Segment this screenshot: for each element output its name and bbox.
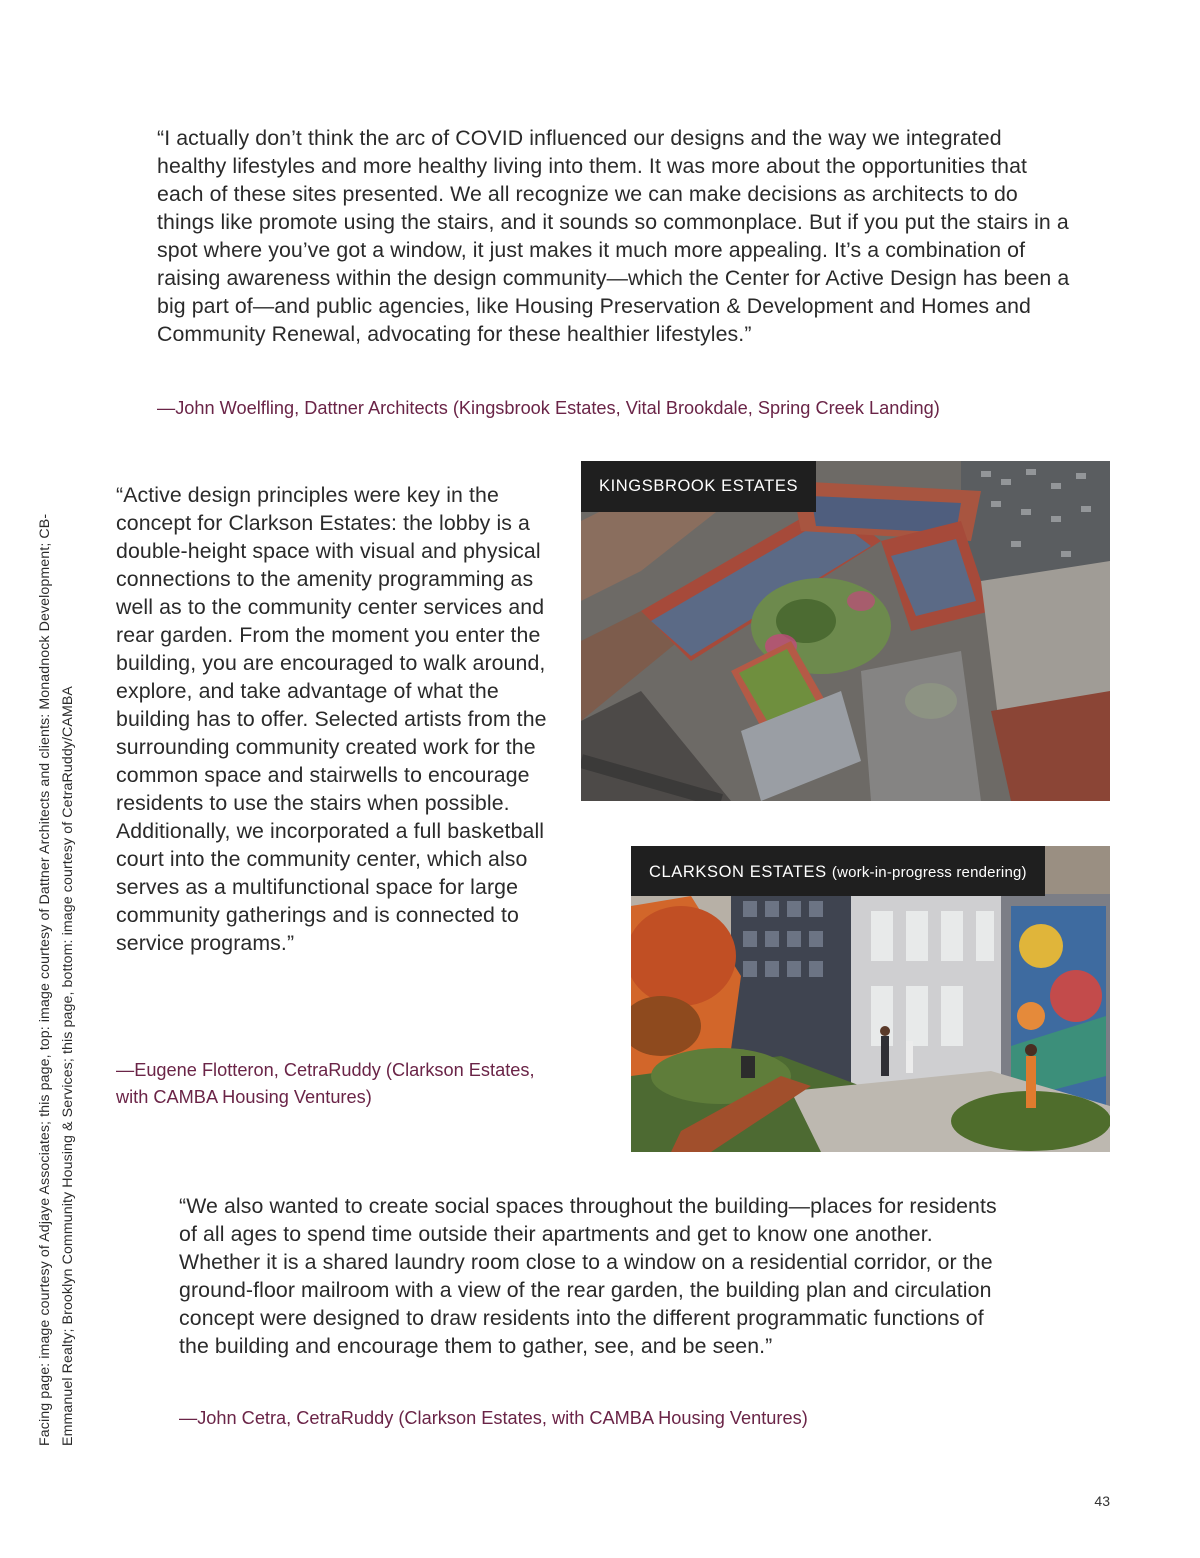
clarkson-caption: [631, 846, 1045, 896]
clarkson-caption-title: CLARKSON ESTATES: [649, 863, 827, 881]
clarkson-estates-photo: [631, 846, 1110, 1152]
aerial-rendering-image: [581, 461, 1110, 801]
kingsbrook-caption: KINGSBROOK ESTATES: [581, 461, 816, 512]
quote-woelfling: “I actually don’t think the arc of COVID influenced our designs and the way we integrated healthy lifestyles and more healthy living into them. It was more about the opportunities that each of these sites presented. We all recognize we can make decisions as architects to do things like promote using the stairs, and it sounds so commonplace. But if you put the stairs in a spot where you’ve got a window, it just makes it much more appealing. It’s a combination of raising awareness within the design community—which the Center for Active Design has been a big part of—and public agencies, like Housing Preservation & Development and Homes and Community Renewal, advocating for these healthier lifestyles.”: [157, 126, 1070, 346]
quote-flotteron: “Active design principles were key in the concept for Clarkson Estates: the lobby is a double-height space with visual and physical connections to the amenity programming as well as to the community center services and rear garden. From the moment you enter the building, you are encouraged to walk around, explore, and take advantage of what the building has to offer. Selected artists from the surrounding community created work for the common space and stairwells to encourage residents to use the stairs when possible. Additionally, we incorporated a full basketball court into the community center, which also serves as a multifunctional space for large community gatherings and is connected to service programs.”: [116, 483, 547, 955]
page-number: 43: [1094, 1493, 1110, 1509]
kingsbrook-estates-photo: [581, 461, 1110, 801]
clarkson-caption-note: (work-in-progress rendering): [831, 864, 1027, 881]
attribution-flotteron: —Eugene Flotteron, CetraRuddy (Clarkson Estates, with CAMBA Housing Ventures): [116, 1060, 535, 1107]
image-credit: Facing page: image courtesy of Adjaye Associates; this page, top: image courtesy of Dattner Architects and clients: Monadnock Development; CB-Emmanuel Realty; Brooklyn Community Housing & Services; this page, bottom: image courtesy of CetraRuddy/CAMBA: [37, 513, 76, 1446]
attribution-woelfling: —John Woelfling, Dattner Architects (Kingsbrook Estates, Vital Brookdale, Spring Creek Landing): [157, 398, 940, 418]
quote-cetra: “We also wanted to create social spaces throughout the building—places for residents of all ages to spend time outside their apartments and get to know one another. Whether it is a shared laundry room close to a window on a residential corridor, or the ground-floor mailroom with a view of the rear garden, the building plan and circulation concept were designed to draw residents into the different programmatic functions of the building and encourage them to gather, see, and be seen.”: [179, 1194, 997, 1358]
attribution-cetra: —John Cetra, CetraRuddy (Clarkson Estates, with CAMBA Housing Ventures): [179, 1408, 808, 1428]
